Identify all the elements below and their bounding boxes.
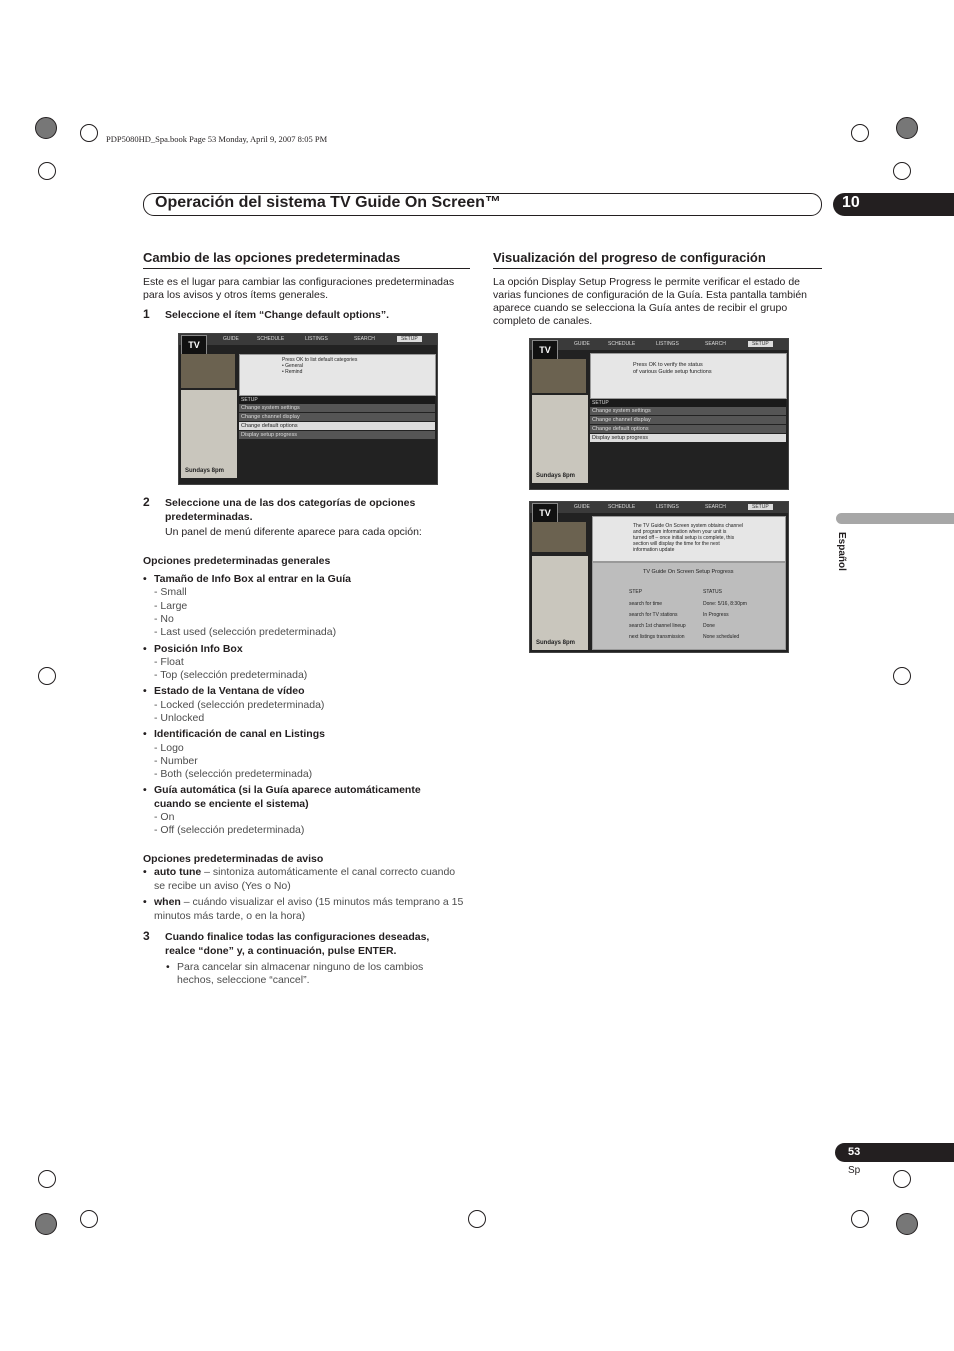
progress-step: search 1st channel lineup (629, 623, 686, 629)
info-line: Press OK to list default categories (282, 357, 358, 363)
bullet: • (143, 784, 147, 796)
option-value: - Float (154, 656, 184, 668)
alert-desc: – cuándo visualizar el aviso (15 minutos más temprano a 15 minutos más tarde, o en la hora) (154, 896, 464, 922)
option-title: Identificación de canal en Listings (154, 728, 325, 740)
chapter-number: 10 (842, 194, 860, 211)
info-line: • General (282, 363, 303, 369)
option-value: - Logo (154, 742, 184, 754)
option-value: - On (154, 811, 175, 823)
menu-heading: SETUP (239, 396, 435, 404)
step-note: Para cancelar sin almacenar ninguno de los cambios hechos, seleccione “cancel”. (177, 961, 424, 986)
step-number: 3 (143, 929, 150, 943)
video-window (532, 359, 586, 393)
page-number: 53 (848, 1146, 861, 1158)
tab-search: SEARCH (705, 341, 726, 347)
step-number: 1 (143, 307, 150, 321)
alert-option (154, 896, 470, 923)
tab-setup: SETUP (748, 504, 773, 510)
option-value: - Unlocked (154, 712, 205, 724)
tab-schedule: SCHEDULE (608, 341, 636, 347)
step-number: 2 (143, 495, 150, 509)
option-value: - Small (154, 586, 187, 598)
language-label: Español (836, 532, 847, 571)
info-line: and program information when your unit is (633, 529, 727, 535)
tv-guide-screenshot (529, 501, 789, 653)
menu-item-selected: Change default options (239, 422, 435, 430)
info-line: The TV Guide On Screen system obtains channel (633, 523, 743, 529)
tab-setup: SETUP (748, 341, 773, 347)
progress-status: Done: 5/16, 8:30pm (703, 601, 747, 607)
bullet: • (143, 728, 147, 740)
promo-text: Sundays 8pm (536, 640, 576, 646)
tv-guide-logo: TV (532, 340, 558, 360)
tab-guide: GUIDE (574, 504, 590, 510)
option-title: Posición Info Box (154, 643, 243, 655)
registration-mark (896, 117, 918, 139)
page-title: Operación del sistema TV Guide On Screen™ (155, 194, 501, 211)
promo-text: Sundays 8pm (536, 473, 576, 479)
menu-item: Change channel display (239, 413, 435, 421)
column-header: STATUS (703, 589, 722, 595)
language-tab (836, 513, 954, 524)
column-header: STEP (629, 589, 643, 595)
info-box (590, 353, 787, 399)
bullet: • (143, 573, 147, 585)
print-header: PDP5080HD_Spa.book Page 53 Monday, April 9, 2007 8:05 PM (106, 134, 328, 144)
alert-option (154, 866, 464, 893)
tab-setup: SETUP (397, 336, 422, 342)
intro-paragraph: Este es el lugar para cambiar las configuraciones predeterminadas para los avisos y otros ítems generales. (143, 276, 455, 301)
promo-text: Sundays 8pm (185, 468, 225, 474)
menu-item: Change channel display (590, 416, 786, 424)
registration-mark (893, 1170, 911, 1188)
info-line: information update (633, 547, 675, 553)
intro-paragraph: La opción Display Setup Progress le permite verificar el estado de varias funciones de configuración de la Guía. Esta pantalla también aparece cuando se selecciona la Guía antes de recibir el grupo completo de canales. (493, 276, 808, 327)
option-title: Tamaño de Info Box al entrar en la Guía (154, 573, 352, 585)
progress-status: Done (703, 623, 715, 629)
option-value: - Locked (selección predeterminada) (154, 699, 325, 711)
registration-mark (35, 1213, 57, 1235)
section-rule (143, 268, 470, 269)
tab-schedule: SCHEDULE (257, 336, 285, 342)
menu-item-selected: Display setup progress (590, 434, 786, 442)
info-line: Press OK to verify the status (633, 362, 703, 368)
step-text: Seleccione una de las dos categorías de opciones predeterminadas. (165, 497, 416, 523)
tab-search: SEARCH (705, 504, 726, 510)
option-value: - Number (154, 755, 198, 767)
progress-step: next listings transmission (629, 634, 685, 640)
option-value: - Last used (selección predeterminada) (154, 626, 337, 638)
option-title: Estado de la Ventana de vídeo (154, 685, 305, 697)
info-line: • Remind (282, 369, 303, 375)
bullet: • (166, 961, 170, 973)
video-window (532, 522, 586, 552)
option-value: - No (154, 613, 174, 625)
progress-status: In Progress (703, 612, 729, 618)
tab-listings: LISTINGS (305, 336, 328, 342)
menu-item: Change default options (590, 425, 786, 433)
registration-mark (851, 1210, 869, 1228)
registration-mark (35, 117, 57, 139)
registration-mark (893, 162, 911, 180)
progress-title: TV Guide On Screen Setup Progress (643, 569, 734, 575)
alert-desc: – sintoniza automáticamente el canal correcto cuando se recibe un aviso (Yes o No) (154, 866, 456, 892)
option-value: - Both (selección predeterminada) (154, 768, 313, 780)
page-lang-code: Sp (848, 1165, 861, 1176)
tv-guide-logo: TV (181, 335, 207, 355)
subsection-heading: Opciones predeterminadas generales (143, 555, 331, 567)
registration-mark (893, 667, 911, 685)
option-title: Guía automática (si la Guía aparece automáticamente cuando se enciente el sistema) (154, 784, 421, 810)
bullet: • (143, 866, 147, 878)
registration-mark (38, 667, 56, 685)
info-box (239, 354, 436, 396)
bullet: • (143, 685, 147, 697)
menu-heading: SETUP (590, 399, 786, 407)
registration-mark (38, 162, 56, 180)
option-value: - Off (selección predeterminada) (154, 824, 305, 836)
tab-listings: LISTINGS (656, 504, 679, 510)
menu-item: Change system settings (590, 407, 786, 415)
promo-ad (532, 395, 588, 483)
menu-item: Display setup progress (239, 431, 435, 439)
progress-step: search for time (629, 601, 663, 607)
registration-mark (80, 1210, 98, 1228)
alert-term: auto tune (154, 866, 202, 878)
info-line: of various Guide setup functions (633, 369, 712, 375)
subsection-heading: Opciones predeterminadas de aviso (143, 853, 324, 865)
progress-step: search for TV stations (629, 612, 678, 618)
progress-status: None scheduled (703, 634, 740, 640)
step-text: Cuando finalice todas las configuraciones deseadas, realce “done” y, a continuación, pulse ENTER. (165, 931, 430, 957)
info-line: turned off – once initial setup is complete, this (633, 535, 735, 541)
step-text: Seleccione el ítem “Change default options”. (165, 309, 390, 321)
tab-guide: GUIDE (574, 341, 590, 347)
tv-guide-logo: TV (532, 503, 558, 523)
tv-guide-screenshot (529, 338, 789, 490)
info-line: section will display the time for the next (633, 541, 720, 547)
section-heading: Cambio de las opciones predeterminadas (143, 250, 401, 265)
registration-mark (80, 124, 98, 142)
option-value: - Top (selección predeterminada) (154, 669, 308, 681)
video-window (181, 354, 235, 388)
promo-ad (532, 556, 588, 650)
promo-ad (181, 390, 237, 478)
tab-search: SEARCH (354, 336, 375, 342)
registration-mark (38, 1170, 56, 1188)
tv-guide-screenshot (178, 333, 438, 485)
info-box (592, 516, 786, 562)
menu-item: Change system settings (239, 404, 435, 412)
option-value: - Large (154, 600, 188, 612)
setup-progress-panel (592, 562, 786, 650)
step-note: Un panel de menú diferente aparece para cada opción: (165, 526, 422, 538)
tab-schedule: SCHEDULE (608, 504, 636, 510)
alert-term: when (154, 896, 181, 908)
section-rule (493, 268, 822, 269)
bullet: • (143, 896, 147, 908)
bullet: • (143, 643, 147, 655)
registration-mark (896, 1213, 918, 1235)
registration-mark (851, 124, 869, 142)
tab-guide: GUIDE (223, 336, 239, 342)
tab-listings: LISTINGS (656, 341, 679, 347)
section-heading: Visualización del progreso de configuración (493, 250, 766, 265)
registration-mark (468, 1210, 486, 1228)
